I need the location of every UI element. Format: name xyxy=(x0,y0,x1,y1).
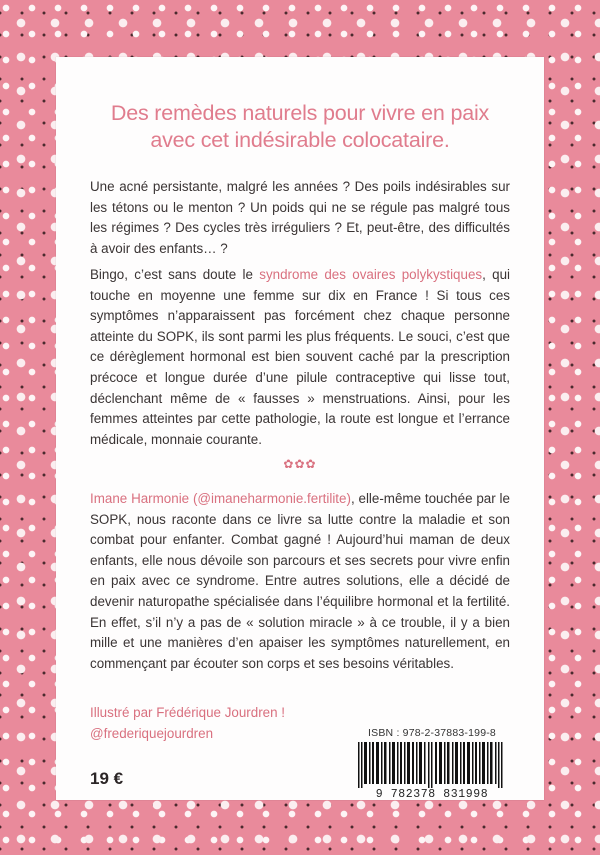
headline-line-2: avec cet indésirable colocataire. xyxy=(150,128,450,152)
syndrome-paragraph-rest: , qui touche en moyenne une femme sur dix en France ! Si tous ces symptômes n’apparaissent pas forcément chez chaque personne atteinte du SOPK, ils sont parmi les plus fréquents. Le souci, c’est que ce dérèglement hormonal est bien souvent caché par la prescription précoce et longue durée d’une pilule contraceptive qui lisse tout, déclenchant même de « fausses » menstruations. Ainsi, pour les femmes atteintes par cette pathologie, la route est longue et l’errance médicale, monnaie courante. xyxy=(90,267,511,447)
barcode-icon xyxy=(352,742,512,788)
barcode-digits: 9 782378 831998 xyxy=(375,788,489,801)
author-paragraph xyxy=(90,489,510,674)
syndrome-name: syndrome des ovaires polykystiques xyxy=(259,267,483,282)
illustrator-line: Illustré par Frédérique Jourdren ! xyxy=(90,705,286,720)
author-paragraph-rest: , elle-même touchée par le SOPK, nous raconte dans ce livre sa lutte contre la maladie et son combat pour enfanter. Combat gagné ! Aujourd’hui maman de deux enfants, elle nous dévoile son parcours et ses secrets pour vivre enfin en paix avec ce syndrome. Entre autres solutions, elle a décidé de devenir naturopathe spécialisée dans l’équilibre hormonal et la fertilité. En effet, s’il n’y a pas de « solution miracle » à ce trouble, il y a bien mille et une manières d’en apaiser les symptômes naturellement, en commençant par écouter son corps et ses besoins véritables. xyxy=(90,491,510,671)
author-name: Imane Harmonie (@imaneharmonie.fertilite) xyxy=(90,491,351,506)
flower-separator-icon: ✿✿✿ xyxy=(283,457,317,471)
syndrome-paragraph xyxy=(90,265,510,450)
illustrator-handle: @frederiquejourdren xyxy=(90,726,214,741)
headline-line-1: Des remèdes naturels pour vivre en paix xyxy=(110,101,490,125)
isbn-label: ISBN : 978-2-37883-199-8 xyxy=(368,727,496,739)
syndrome-paragraph-start: Bingo, c’est sans doute le xyxy=(90,267,260,282)
headline xyxy=(56,100,544,154)
intro-paragraph: Une acné persistante, malgré les années ? Des poils indésirables sur les tétons ou le menton ? Un poids qui ne se régule pas malgré tous les régimes ? Des cycles très irréguliers ? Et, peut-être, des difficultés à avoir des enfants… ? xyxy=(90,179,510,256)
illustrator-credit xyxy=(90,702,350,744)
price-label: 19 € xyxy=(90,769,124,788)
text-panel xyxy=(56,57,544,800)
